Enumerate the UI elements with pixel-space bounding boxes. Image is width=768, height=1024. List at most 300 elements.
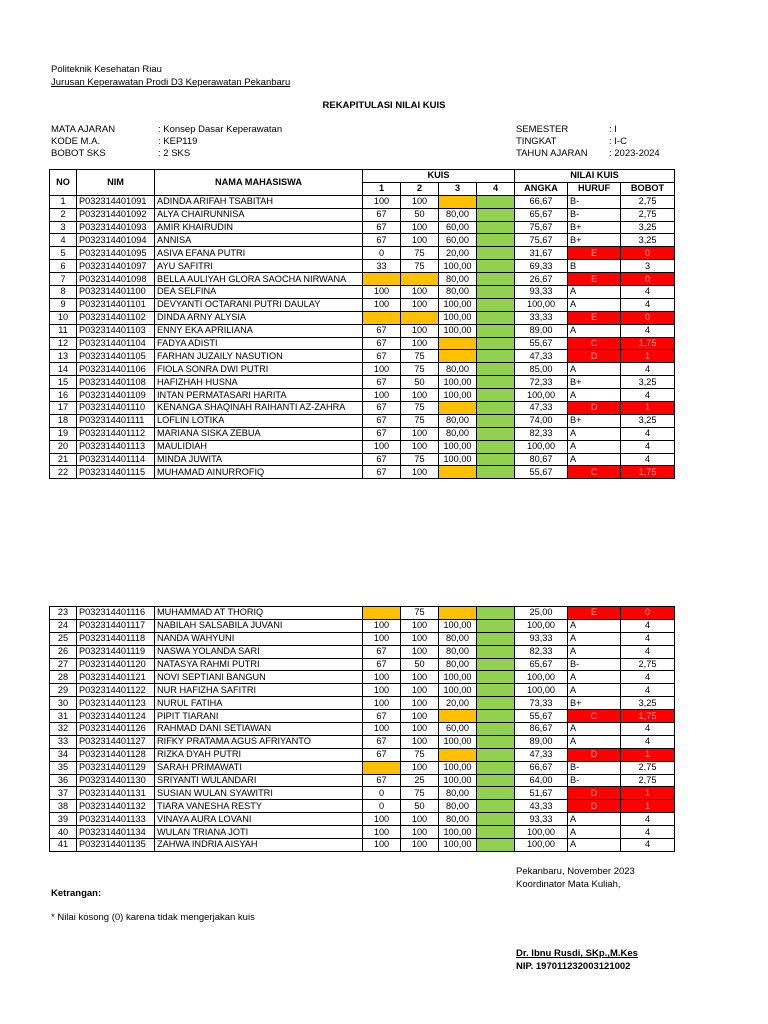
cell-kuis-1: 100: [363, 813, 401, 826]
table-row: [50, 402, 675, 415]
cell-no: 33: [50, 735, 77, 748]
footnote: * Nilai kosong (0) karena tidak mengerjakan kuis: [51, 912, 255, 923]
cell-bobot: 4: [621, 735, 675, 748]
cell-nim: P032314401133: [77, 813, 155, 826]
cell-kuis-1: 100: [363, 195, 401, 208]
cell-kuis-3: 20,00: [439, 697, 477, 710]
info-tingkat: [516, 136, 627, 147]
ketrangan-label: Ketrangan:: [51, 888, 102, 899]
cell-kuis-3: 80,00: [439, 787, 477, 800]
table-row: [50, 260, 675, 273]
cell-kuis-1: 100: [363, 363, 401, 376]
cell-kuis-2: 75: [401, 787, 439, 800]
cell-kuis-2: 100: [401, 813, 439, 826]
cell-angka: 64,00: [515, 774, 568, 787]
cell-angka: 25,00: [515, 607, 568, 620]
cell-bobot: 4: [621, 427, 675, 440]
cell-kuis-1: 67: [363, 402, 401, 415]
cell-kuis-3: 80,00: [439, 813, 477, 826]
cell-nim: P032314401115: [77, 466, 155, 479]
cell-bobot: 3,25: [621, 234, 675, 247]
cell-no: 21: [50, 453, 77, 466]
cell-kuis-4: [477, 787, 515, 800]
cell-kuis-3: 100,00: [439, 376, 477, 389]
cell-kuis-4: [477, 697, 515, 710]
cell-kuis-2: 100: [401, 671, 439, 684]
cell-nim: P032314401132: [77, 800, 155, 813]
cell-kuis-4: [477, 337, 515, 350]
cell-angka: 100,00: [515, 684, 568, 697]
signatory-nip: NIP. 197011232003121002: [516, 961, 631, 972]
info-bobot: [51, 148, 191, 159]
cell-nama: RAHMAD DANI SETIAWAN: [155, 723, 363, 736]
table-row: [50, 787, 675, 800]
cell-bobot: 1: [621, 800, 675, 813]
cell-kuis-2: 100: [401, 298, 439, 311]
table-row: [50, 671, 675, 684]
cell-no: 29: [50, 684, 77, 697]
cell-bobot: 4: [621, 684, 675, 697]
cell-nama: FADYA ADISTI: [155, 337, 363, 350]
cell-angka: 26,67: [515, 273, 568, 286]
cell-kuis-1: 67: [363, 748, 401, 761]
cell-kuis-2: 100: [401, 710, 439, 723]
cell-huruf: B+: [568, 414, 621, 427]
cell-no: 22: [50, 466, 77, 479]
cell-kuis-4: [477, 826, 515, 839]
cell-huruf: B+: [568, 376, 621, 389]
cell-nim: P032314401113: [77, 440, 155, 453]
cell-huruf: A: [568, 363, 621, 376]
table-row: [50, 273, 675, 286]
col-k1: 1: [363, 182, 401, 195]
table-row: [50, 195, 675, 208]
cell-huruf: A: [568, 671, 621, 684]
table-row: [50, 234, 675, 247]
cell-no: 30: [50, 697, 77, 710]
cell-kuis-3: 100,00: [439, 311, 477, 324]
col-k4: 4: [477, 182, 515, 195]
cell-bobot: 2,75: [621, 195, 675, 208]
cell-bobot: 3,25: [621, 414, 675, 427]
cell-nim: P032314401093: [77, 221, 155, 234]
cell-kuis-1: 0: [363, 787, 401, 800]
cell-huruf: A: [568, 735, 621, 748]
cell-kuis-3: 100,00: [439, 839, 477, 852]
info-semester: [516, 124, 617, 135]
cell-angka: 66,67: [515, 761, 568, 774]
cell-nim: P032314401095: [77, 247, 155, 260]
table-row: [50, 800, 675, 813]
cell-kuis-1: 67: [363, 774, 401, 787]
cell-nama: MUHAMAD AINURROFIQ: [155, 466, 363, 479]
cell-bobot: 0: [621, 273, 675, 286]
cell-kuis-1: 100: [363, 619, 401, 632]
cell-kuis-4: [477, 324, 515, 337]
cell-kuis-4: [477, 761, 515, 774]
cell-angka: 82,33: [515, 427, 568, 440]
cell-no: 11: [50, 324, 77, 337]
cell-kuis-4: [477, 466, 515, 479]
cell-kuis-1: 67: [363, 735, 401, 748]
cell-kuis-1: 100: [363, 298, 401, 311]
cell-nim: P032314401127: [77, 735, 155, 748]
cell-kuis-3: 100,00: [439, 735, 477, 748]
cell-kuis-3: 100,00: [439, 298, 477, 311]
cell-kuis-3: 100,00: [439, 453, 477, 466]
cell-kuis-2: 75: [401, 453, 439, 466]
cell-nama: MUHAMMAD AT THORIQ: [155, 607, 363, 620]
cell-angka: 69,33: [515, 260, 568, 273]
cell-bobot: 2,75: [621, 658, 675, 671]
cell-kuis-1: 100: [363, 826, 401, 839]
cell-kuis-1: 100: [363, 697, 401, 710]
table-row: [50, 826, 675, 839]
cell-no: 23: [50, 607, 77, 620]
cell-kuis-1: 67: [363, 658, 401, 671]
cell-kuis-3: 100,00: [439, 260, 477, 273]
cell-kuis-1: [363, 607, 401, 620]
cell-kuis-4: [477, 735, 515, 748]
cell-huruf: B+: [568, 697, 621, 710]
cell-kuis-3: [439, 710, 477, 723]
cell-no: 37: [50, 787, 77, 800]
cell-huruf: D: [568, 800, 621, 813]
cell-kuis-3: 80,00: [439, 208, 477, 221]
cell-kuis-3: 60,00: [439, 221, 477, 234]
cell-no: 18: [50, 414, 77, 427]
cell-nama: VINAYA AURA LOVANI: [155, 813, 363, 826]
cell-huruf: A: [568, 826, 621, 839]
cell-kuis-3: 100,00: [439, 440, 477, 453]
cell-huruf: B+: [568, 221, 621, 234]
cell-kuis-2: [401, 273, 439, 286]
cell-nama: ADINDA ARIFAH TSABITAH: [155, 195, 363, 208]
cell-bobot: 3: [621, 260, 675, 273]
cell-huruf: A: [568, 286, 621, 299]
cell-nama: AMIR KHAIRUDIN: [155, 221, 363, 234]
cell-nim: P032314401135: [77, 839, 155, 852]
cell-kuis-2: 100: [401, 839, 439, 852]
cell-kuis-4: [477, 619, 515, 632]
cell-angka: 47,33: [515, 350, 568, 363]
cell-nim: P032314401130: [77, 774, 155, 787]
cell-bobot: 4: [621, 619, 675, 632]
semester-label: SEMESTER: [516, 124, 569, 135]
cell-kuis-3: 80,00: [439, 273, 477, 286]
cell-kuis-1: [363, 311, 401, 324]
cell-kuis-3: 100,00: [439, 761, 477, 774]
cell-kuis-2: 100: [401, 723, 439, 736]
cell-kuis-1: 67: [363, 466, 401, 479]
table-row: [50, 761, 675, 774]
cell-angka: 31,67: [515, 247, 568, 260]
cell-kuis-4: [477, 453, 515, 466]
cell-kuis-3: [439, 748, 477, 761]
cell-nim: P032314401134: [77, 826, 155, 839]
col-huruf: HURUF: [568, 182, 621, 195]
cell-nim: P032314401116: [77, 607, 155, 620]
cell-kuis-4: [477, 748, 515, 761]
cell-kuis-3: 80,00: [439, 800, 477, 813]
info-kode: [51, 136, 198, 147]
table-row: [50, 619, 675, 632]
cell-kuis-2: 75: [401, 350, 439, 363]
cell-bobot: 4: [621, 645, 675, 658]
cell-bobot: 4: [621, 363, 675, 376]
cell-kuis-1: 100: [363, 389, 401, 402]
cell-nama: ALYA CHAIRUNNISA: [155, 208, 363, 221]
cell-nama: FARHAN JUZAILY NASUTION: [155, 350, 363, 363]
cell-nim: P032314401123: [77, 697, 155, 710]
cell-kuis-2: 75: [401, 363, 439, 376]
cell-huruf: D: [568, 787, 621, 800]
cell-kuis-1: 67: [363, 234, 401, 247]
cell-huruf: E: [568, 273, 621, 286]
cell-no: 6: [50, 260, 77, 273]
cell-no: 34: [50, 748, 77, 761]
cell-kuis-1: 100: [363, 684, 401, 697]
cell-angka: 100,00: [515, 671, 568, 684]
cell-kuis-4: [477, 658, 515, 671]
cell-kuis-4: [477, 813, 515, 826]
cell-bobot: 3,25: [621, 697, 675, 710]
cell-kuis-3: [439, 402, 477, 415]
table-row: [50, 440, 675, 453]
cell-kuis-3: 80,00: [439, 414, 477, 427]
cell-kuis-4: [477, 723, 515, 736]
bobot-value: : 2 SKS: [158, 148, 191, 159]
cell-bobot: 4: [621, 723, 675, 736]
col-angka: ANGKA: [515, 182, 568, 195]
cell-kuis-1: 0: [363, 800, 401, 813]
table-row: [50, 697, 675, 710]
cell-nim: P032314401114: [77, 453, 155, 466]
cell-nim: P032314401112: [77, 427, 155, 440]
cell-kuis-2: 100: [401, 440, 439, 453]
cell-nama: MARIANA SISKA ZEBUA: [155, 427, 363, 440]
cell-huruf: A: [568, 453, 621, 466]
cell-nim: P032314401109: [77, 389, 155, 402]
cell-kuis-4: [477, 632, 515, 645]
cell-angka: 55,67: [515, 710, 568, 723]
cell-nama: RIFKY PRATAMA AGUS AFRIYANTO: [155, 735, 363, 748]
cell-kuis-4: [477, 208, 515, 221]
table-row: [50, 774, 675, 787]
cell-kuis-3: 100,00: [439, 671, 477, 684]
cell-kuis-4: [477, 311, 515, 324]
cell-huruf: C: [568, 466, 621, 479]
table-row: [50, 466, 675, 479]
cell-kuis-1: 100: [363, 839, 401, 852]
cell-nim: P032314401108: [77, 376, 155, 389]
table-row: [50, 376, 675, 389]
cell-kuis-1: 67: [363, 710, 401, 723]
cell-angka: 100,00: [515, 619, 568, 632]
tingkat-label: TINGKAT: [516, 136, 557, 147]
cell-no: 1: [50, 195, 77, 208]
tingkat-value: : I-C: [609, 136, 627, 147]
cell-angka: 82,33: [515, 645, 568, 658]
cell-nim: P032314401100: [77, 286, 155, 299]
cell-kuis-4: [477, 273, 515, 286]
cell-huruf: A: [568, 645, 621, 658]
table-body-part1: [50, 195, 675, 479]
cell-bobot: 4: [621, 298, 675, 311]
cell-nama: AYU SAFITRI: [155, 260, 363, 273]
cell-kuis-4: [477, 195, 515, 208]
table-row: [50, 632, 675, 645]
cell-angka: 55,67: [515, 337, 568, 350]
cell-nama: DINDA ARNY ALYSIA: [155, 311, 363, 324]
cell-no: 13: [50, 350, 77, 363]
table-row: [50, 839, 675, 852]
cell-kuis-2: 75: [401, 247, 439, 260]
cell-nama: ASIVA EFANA PUTRI: [155, 247, 363, 260]
cell-kuis-3: 80,00: [439, 632, 477, 645]
cell-no: 40: [50, 826, 77, 839]
table-row: [50, 427, 675, 440]
cell-angka: 93,33: [515, 286, 568, 299]
cell-kuis-1: [363, 761, 401, 774]
info-tahun: [516, 148, 660, 159]
cell-kuis-4: [477, 260, 515, 273]
cell-huruf: A: [568, 619, 621, 632]
cell-kuis-1: 67: [363, 324, 401, 337]
coordinator-role: Koordinator Mata Kuliah,: [516, 879, 621, 890]
cell-no: 8: [50, 286, 77, 299]
cell-huruf: B-: [568, 658, 621, 671]
cell-angka: 43,33: [515, 800, 568, 813]
tahun-value: : 2023-2024: [609, 148, 660, 159]
semester-value: : I: [609, 124, 617, 135]
cell-nama: NUR HAFIZHA SAFITRI: [155, 684, 363, 697]
col-nim: NIM: [77, 170, 155, 196]
cell-angka: 100,00: [515, 826, 568, 839]
cell-bobot: 4: [621, 389, 675, 402]
cell-angka: 75,67: [515, 234, 568, 247]
cell-angka: 65,67: [515, 208, 568, 221]
cell-angka: 86,67: [515, 723, 568, 736]
tahun-label: TAHUN AJARAN: [516, 148, 588, 159]
cell-bobot: 4: [621, 324, 675, 337]
cell-kuis-3: 100,00: [439, 826, 477, 839]
cell-kuis-3: [439, 466, 477, 479]
cell-kuis-2: 100: [401, 427, 439, 440]
cell-huruf: A: [568, 632, 621, 645]
cell-kuis-2: 100: [401, 337, 439, 350]
cell-nama: NASWA YOLANDA SARI: [155, 645, 363, 658]
cell-no: 31: [50, 710, 77, 723]
cell-kuis-1: 67: [363, 427, 401, 440]
cell-kuis-2: 100: [401, 221, 439, 234]
table-row: [50, 298, 675, 311]
cell-angka: 75,67: [515, 221, 568, 234]
cell-angka: 100,00: [515, 389, 568, 402]
cell-kuis-3: [439, 337, 477, 350]
cell-nim: P032314401091: [77, 195, 155, 208]
cell-angka: 80,67: [515, 453, 568, 466]
cell-kuis-2: 100: [401, 286, 439, 299]
cell-kuis-2: 100: [401, 195, 439, 208]
signatory-name: Dr. Ibnu Rusdi, SKp.,M.Kes: [516, 948, 638, 959]
cell-nim: P032314401098: [77, 273, 155, 286]
cell-angka: 74,00: [515, 414, 568, 427]
col-no: NO: [50, 170, 77, 196]
table-row: [50, 389, 675, 402]
cell-nama: TIARA VANESHA RESTY: [155, 800, 363, 813]
cell-nama: FIOLA SONRA DWI PUTRI: [155, 363, 363, 376]
table-row: [50, 208, 675, 221]
cell-nama: LOFLIN LOTIKA: [155, 414, 363, 427]
cell-nama: SRIYANTI WULANDARI: [155, 774, 363, 787]
cell-huruf: A: [568, 427, 621, 440]
table-row: [50, 363, 675, 376]
cell-angka: 100,00: [515, 839, 568, 852]
cell-kuis-4: [477, 671, 515, 684]
cell-kuis-1: 100: [363, 723, 401, 736]
cell-kuis-4: [477, 389, 515, 402]
mata-ajaran-label: MATA AJARAN: [51, 124, 116, 135]
cell-bobot: 1: [621, 748, 675, 761]
cell-nim: P032314401124: [77, 710, 155, 723]
kode-value: : KEP119: [158, 136, 198, 147]
cell-nama: ANNISA: [155, 234, 363, 247]
table-row: [50, 247, 675, 260]
cell-no: 5: [50, 247, 77, 260]
cell-kuis-4: [477, 427, 515, 440]
cell-bobot: 4: [621, 839, 675, 852]
table-row: [50, 710, 675, 723]
cell-kuis-4: [477, 247, 515, 260]
cell-no: 4: [50, 234, 77, 247]
cell-nim: P032314401121: [77, 671, 155, 684]
table-row: [50, 645, 675, 658]
cell-huruf: A: [568, 813, 621, 826]
cell-nim: P032314401106: [77, 363, 155, 376]
cell-bobot: 1: [621, 350, 675, 363]
cell-kuis-2: 100: [401, 619, 439, 632]
cell-no: 16: [50, 389, 77, 402]
cell-bobot: 4: [621, 826, 675, 839]
cell-kuis-1: [363, 273, 401, 286]
cell-kuis-1: 67: [363, 376, 401, 389]
cell-kuis-3: 80,00: [439, 286, 477, 299]
cell-kuis-2: 25: [401, 774, 439, 787]
cell-no: 32: [50, 723, 77, 736]
cell-bobot: 3,25: [621, 221, 675, 234]
cell-no: 39: [50, 813, 77, 826]
cell-no: 10: [50, 311, 77, 324]
cell-nim: P032314401129: [77, 761, 155, 774]
table-row: [50, 735, 675, 748]
department-name: Jurusan Keperawatan Prodi D3 Keperawatan Pekanbaru: [51, 77, 291, 88]
cell-angka: 93,33: [515, 813, 568, 826]
col-kuis: KUIS: [363, 170, 515, 183]
cell-no: 27: [50, 658, 77, 671]
table-row: [50, 286, 675, 299]
cell-huruf: D: [568, 748, 621, 761]
cell-nama: PIPIT TIARANI: [155, 710, 363, 723]
cell-angka: 66,67: [515, 195, 568, 208]
cell-kuis-1: 100: [363, 632, 401, 645]
cell-huruf: A: [568, 298, 621, 311]
cell-bobot: 4: [621, 632, 675, 645]
cell-no: 17: [50, 402, 77, 415]
cell-angka: 100,00: [515, 298, 568, 311]
cell-kuis-2: 100: [401, 761, 439, 774]
cell-kuis-1: 0: [363, 247, 401, 260]
